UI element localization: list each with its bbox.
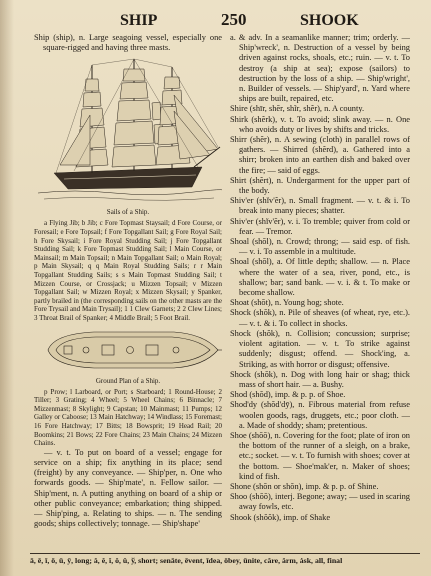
- entry-shoe: Shoe (shōō), n. Covering for the foot; plate of iron on the bottom of the runner of a sleigh, on a brake, etc.; socket. — v. t. To furnish with shoes; cover at the bottom. — Shoe'mak'er, n. Maker of shoes; kind of fish.: [230, 430, 410, 481]
- entry-shoat: Shoat (shōt), n. Young hog; shote.: [230, 298, 344, 308]
- entry-shoddy: Shod'dy (shŏd'dȳ), n. Fibrous material from refuse woolen goods, rags, druggets, etc.; poor cloth. — a. Made of shoddy; sham; pretentious.: [230, 400, 410, 430]
- page-number: 250: [221, 10, 247, 29]
- left-column: [34, 33, 222, 548]
- sails-legend: a Flying Jib; b Jib; c Fore Topmast Staysail; d Fore Course, or Foresail; e Fore Topsail; f Fore Topgallant Sail; g Fore Royal Sail; h Fore Skysail; i Fore Royal Studding Sail; j Fore Topgallant Studding Sail; k Fore Topmast Studding Sail; l Main Course, or Mainsail; m Main Topsail; n Main Topgallant Sail; o Main Royal; p Main Skysail; q q Main Royal Studding Sails; r r Main Topgallant Studding Sails; s s Main Topmast Studding Sail; t Mizzen Course, or Crossjack; u Mizzen Topsail; v Mizzen Topgallant Sail; w Mizzen Royal; x Mizzen Skysail; y Spanker, partly brailed in (the corresponding sails on the other masts are the Fore Trysail and Main Trysail); 1 1 Clew Garnets; 2 2 Clew Lines; 3 Throat Brail of Spanker; 4 Middle Brail; 5 Foot Brail.: [34, 219, 222, 322]
- entry-ship: Ship (ship), n. Large seagoing vessel, especially one square-rigged and having three masts.: [34, 33, 222, 53]
- pronunciation-key: ā, ē, ī, ō, ū, ȳ, long; ă, ĕ, ĭ, ŏ, ŭ, ў, short; senāte, ēvent, īdea, ōbey, ūnite, câre, ärm, ȧsk, all, final: [30, 553, 420, 565]
- ship-ground-plan-illustration: [34, 324, 222, 376]
- entry-shoal-1: Shoal (shōl), n. Crowd; throng; — said esp. of fish. — v. i. To assemble in a multitude.: [230, 237, 410, 257]
- entry-shock-3: Shock (shŏk), n. Dog with long hair or shag; thick mass of short hair. — a. Bushy.: [230, 369, 410, 389]
- figure-caption-sails: Sails of a Ship.: [106, 208, 150, 217]
- left-guide-word: SHIP: [120, 12, 158, 29]
- entry-shiver-2: Shiv'er (shĭv'ẽr), v. i. To tremble; quiver from cold or fear. — Tremor.: [230, 216, 410, 236]
- entry-ship-verb: — v. t. To put on board of a vessel; engage for service on a ship; fix anything in its place; send (freight) by any conveyance. — Ship'per, n. One who forwards goods. — Ship'mate', n. Fellow sailor. — Ship'ment, n. A putting anything on board of a ship or other public conveyance; embarkation; thing shipped. — Ship'ping, a. Relating to ships. — n. The sending goods; ships collectively; tonnage. — Ship'shape': [34, 447, 222, 529]
- entry-shipshape-cont: a. & adv. In a seamanlike manner; trim; orderly. — Ship'wreck', n. Destruction of a vessel by being driven against rocks, shoals, etc.; ruin. — v. t. To destroy (a ship at sea); expose (sailors) to destruction by the loss of a ship. — Ship'wright', n. Builder of vessels. — Ship'yard', n. Yard where ships are built, repaired, etc.: [230, 33, 410, 104]
- entry-shirt: Shirt (shẽrt), n. Undergarment for the upper part of the body.: [230, 175, 410, 196]
- ship-sails-illustration: [34, 55, 222, 207]
- entry-shirk: Shirk (shẽrk), v. t. To avoid; slink away. — n. One who avoids duty or lives by shifts and tricks.: [230, 114, 410, 134]
- entry-shoal-2: Shoal (shōl), a. Of little depth; shallow. — n. Place where the water of a sea, river, pond, etc., is shallow; bar; sand bank. — v. i. & t. To make or become shallow.: [230, 257, 410, 298]
- entry-shook: Shook (shŏŏk), imp. of Shake: [230, 512, 331, 522]
- entry-shiver-1: Shiv'er (shĭv'ẽr), n. Small fragment. — v. t. & i. To break into many pieces; shatter.: [230, 196, 410, 216]
- entry-shock-2: Shock (shŏk), n. Collision; concussion; surprise; violent agitation. — v. t. To strike against suddenly; disgust; offend. — Shock'ing, a. Striking, as with horror or disgust; offensive.: [230, 328, 410, 369]
- entry-shirr: Shirr (shẽr), n. A sewing (cloth) in parallel rows of gathers. — Shirred (shẽrd), a. Gathered into a shirr; broken into an earthen dish and baked over the fire; — said of eggs.: [230, 135, 410, 175]
- entry-shoo: Shoo (shōō), interj. Begone; away; — used in scaring away fowls, etc.: [230, 492, 410, 512]
- page-header: [28, 8, 407, 30]
- entry-shire: Shire (shīr, shēr, shĩr, shẽr), n. A county.: [230, 104, 365, 114]
- entry-shock-1: Shock (shŏk), n. Pile of sheaves (of wheat, rye, etc.). — v. t. & i. To collect in shocks.: [230, 308, 410, 328]
- plan-legend: p Prow; l Larboard, or Port; s Starboard; 1 Round-House; 2 Tiller; 3 Grating; 4 Wheel; 5 Wheel Chains; 6 Binnacle; 7 Mizzenmast; 8 Skylight; 9 Capstan; 10 Mainmast; 11 Pumps; 12 Galley or Caboose; 13 Main Hatchway; 14 Windlass; 15 Foremast; 16 Fore Hatchway; 17 Bitts; 18 Bowsprit; 19 Head Rail; 20 Boomkins; 21 Bows; 22 Fore Chains; 23 Main Chains; 24 Mizzen Chains.: [34, 387, 222, 448]
- figure-caption-plan: Ground Plan of a Ship.: [95, 376, 161, 385]
- entry-shod: Shod (shŏd), imp. & p. p. of Shoe.: [230, 390, 346, 400]
- right-guide-word: SHOOK: [300, 12, 359, 29]
- right-column: [230, 33, 410, 548]
- page-gutter-shadow: [0, 0, 14, 576]
- entry-shone: Shone (shōn or shŏn), imp. & p. p. of Shine.: [230, 481, 379, 491]
